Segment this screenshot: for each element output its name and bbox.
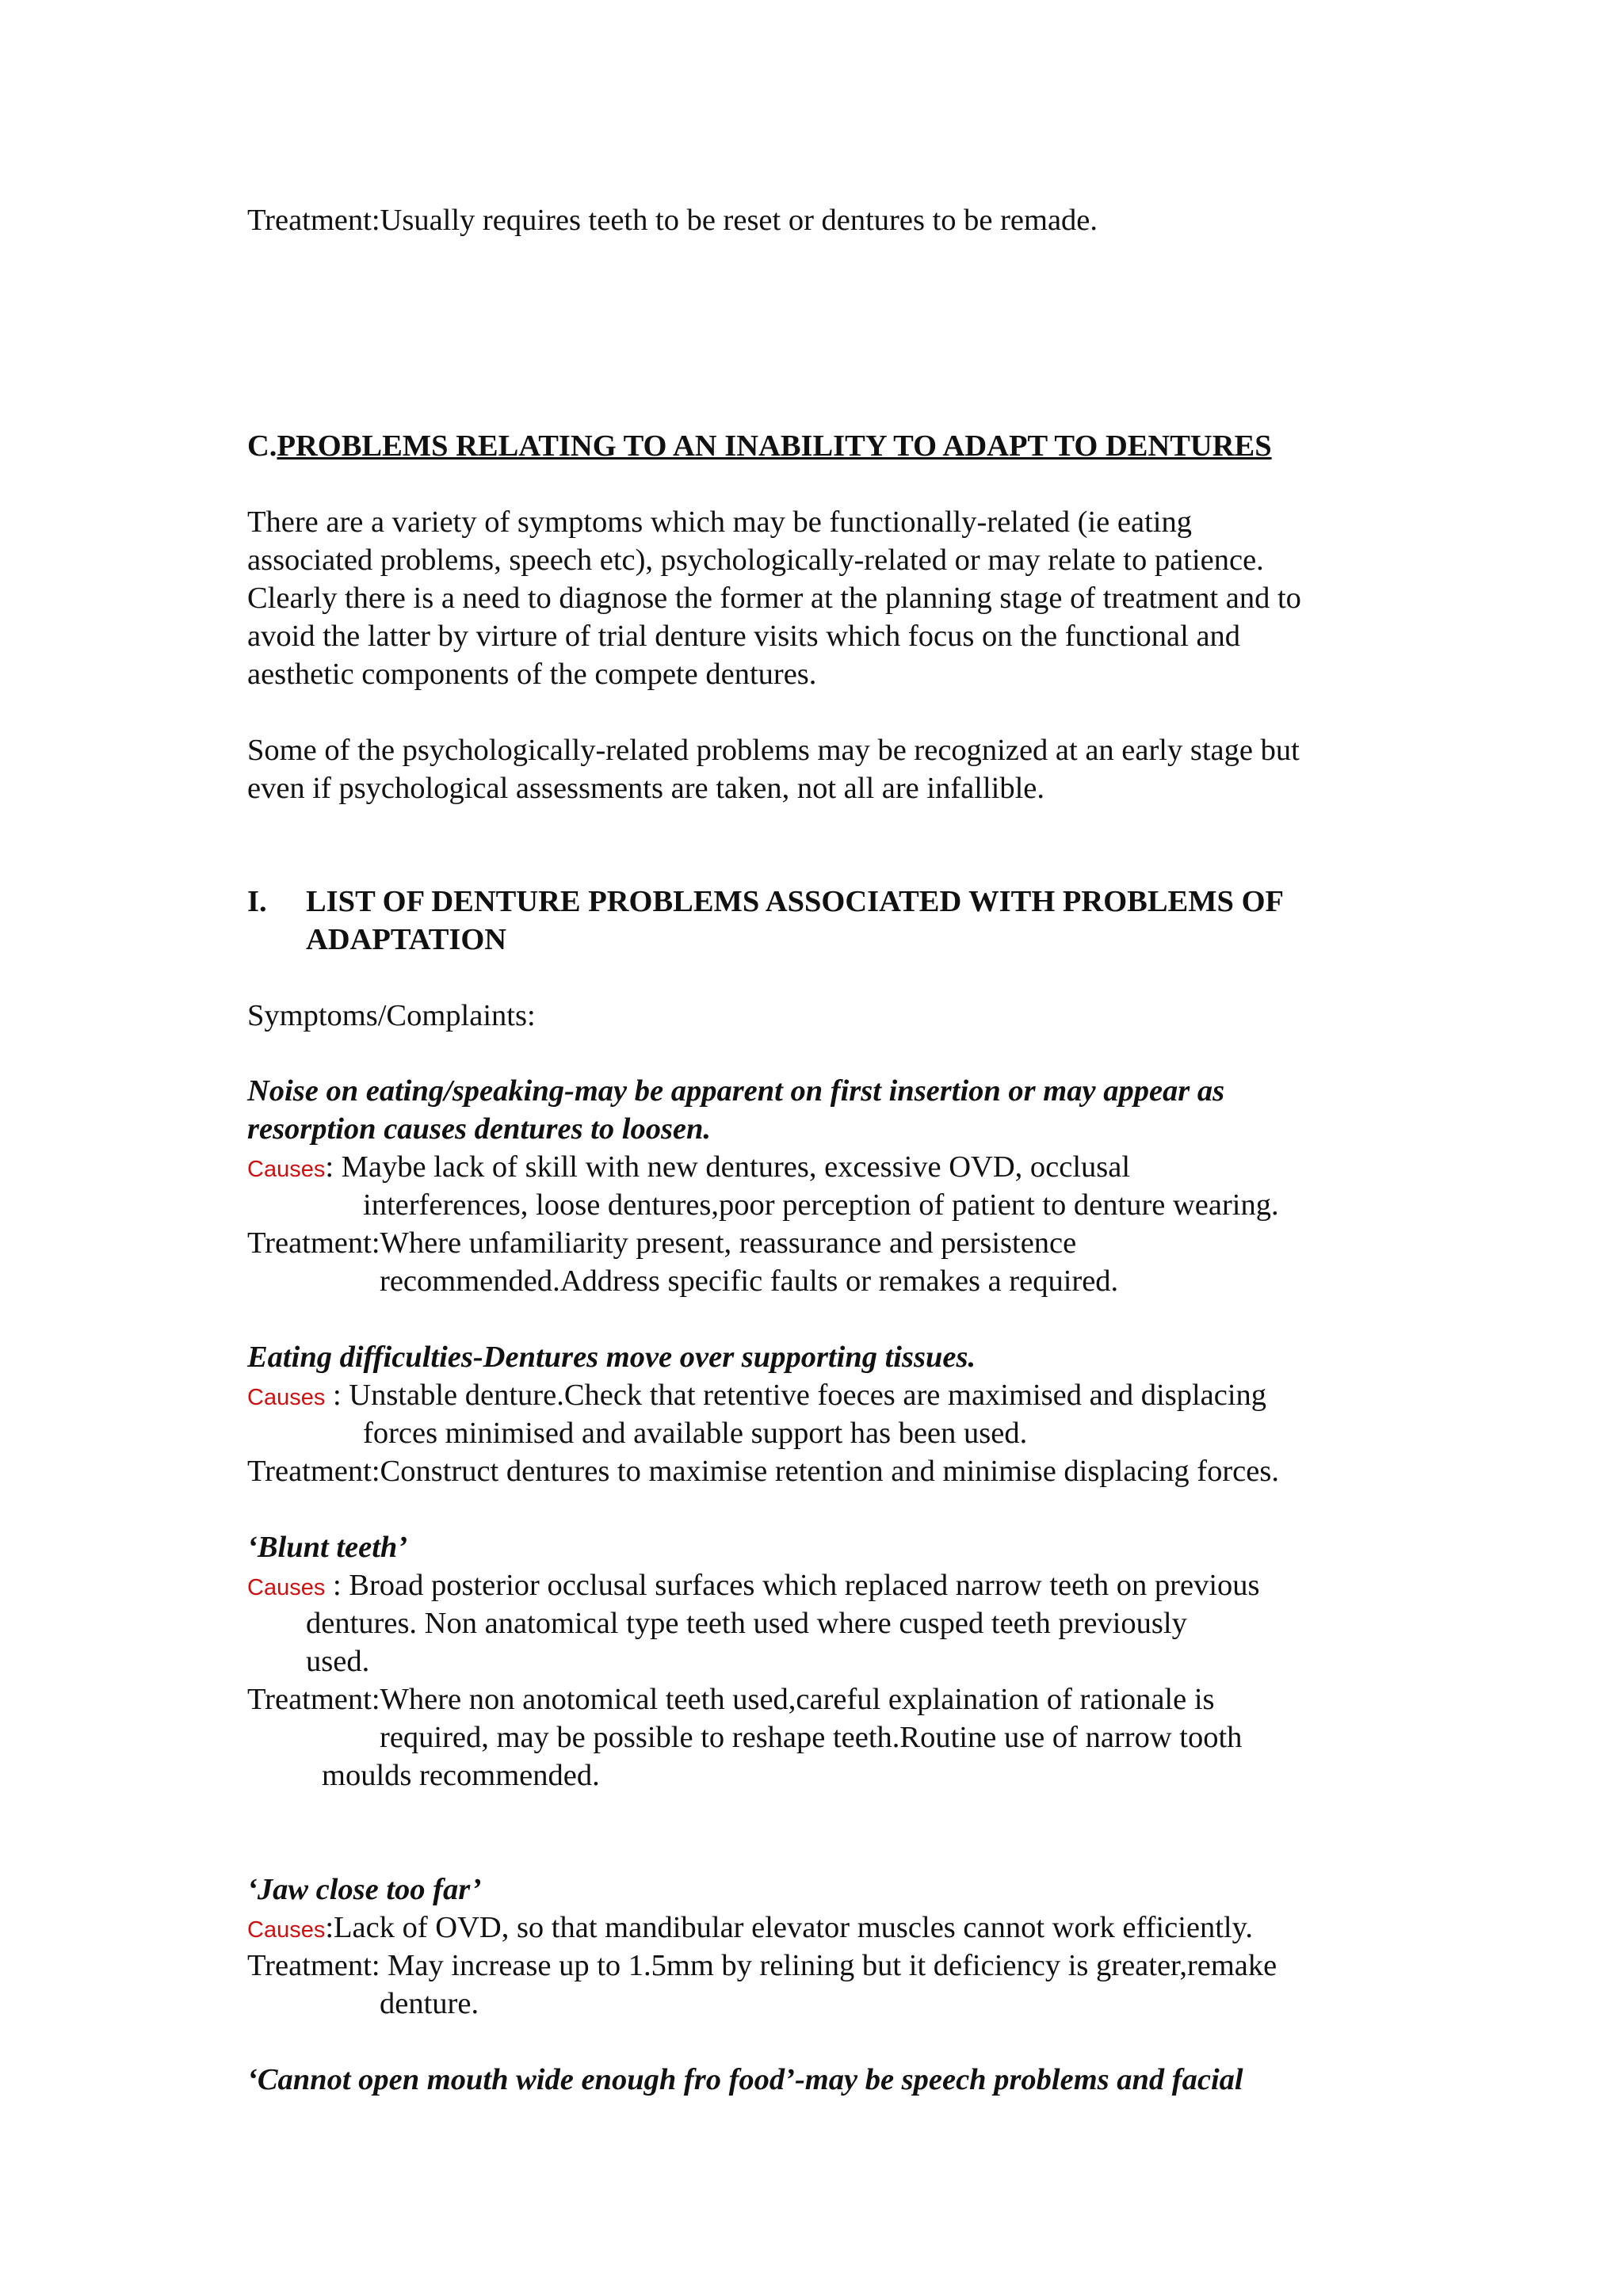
paragraph-line: Some of the psychologically-related problems may be recognized at an early stage but [247, 734, 1300, 767]
problem-title: ‘Blunt teeth’ [247, 1531, 408, 1564]
symptoms-label: Symptoms/Complaints: [247, 999, 536, 1032]
problem-title: ‘Jaw close too far’ [247, 1873, 482, 1906]
causes-label: Causes [247, 1385, 326, 1410]
section-c-title: PROBLEMS RELATING TO AN INABILITY TO ADAPT TO DENTURES [277, 429, 1272, 463]
treatment-line: moulds recommended. [322, 1759, 600, 1792]
list-heading-line2: ADAPTATION [306, 923, 507, 956]
causes-text: interferences, loose dentures,poor perception of patient to denture wearing. [363, 1188, 1279, 1222]
causes-line [247, 1566, 1260, 1607]
list-heading-line1: LIST OF DENTURE PROBLEMS ASSOCIATED WITH PROBLEMS OF [306, 885, 1285, 918]
causes-text: : Broad posterior occlusal surfaces which replaced narrow teeth on previous [325, 1569, 1260, 1602]
causes-text: : Unstable denture.Check that retentive foeces are maximised and displacing [325, 1379, 1267, 1412]
causes-text: : Maybe lack of skill with new dentures, excessive OVD, occlusal [325, 1150, 1131, 1184]
causes-line [247, 1148, 1130, 1188]
section-c-prefix: C. [247, 429, 277, 463]
problem-title: Eating difficulties-Dentures move over supporting tissues. [247, 1341, 976, 1374]
causes-label: Causes [247, 1575, 326, 1600]
intro-line: Clearly there is a need to diagnose the former at the planning stage of treatment and to [247, 582, 1301, 615]
intro-line: avoid the latter by virture of trial denture visits which focus on the functional and [247, 620, 1241, 653]
causes-text: :Lack of OVD, so that mandibular elevator muscles cannot work efficiently. [325, 1911, 1254, 1944]
causes-text: forces minimised and available support has been used. [363, 1417, 1028, 1450]
treatment-line: Treatment:Construct dentures to maximise retention and minimise displacing forces. [247, 1455, 1279, 1488]
treatment-line: denture. [380, 1987, 479, 2020]
list-numeral: I. [247, 885, 267, 918]
problem-title: Noise on eating/speaking-may be apparent on first insertion or may appear as [247, 1074, 1225, 1108]
causes-text: used. [306, 1645, 370, 1678]
treatment-line: Treatment:Where unfamiliarity present, reassurance and persistence [247, 1226, 1077, 1260]
paragraph-line: even if psychological assessments are taken, not all are infallible. [247, 772, 1045, 805]
intro-line: associated problems, speech etc), psychologically-related or may relate to patience. [247, 543, 1264, 577]
treatment-line: Treatment:Where non anotomical teeth used,careful explaination of rationale is [247, 1683, 1215, 1716]
intro-line: There are a variety of symptoms which may be functionally-related (ie eating [247, 505, 1192, 539]
problem-title: ‘Cannot open mouth wide enough fro food’-may be speech problems and facial [247, 2063, 1243, 2096]
section-c-heading [247, 427, 1272, 465]
causes-label: Causes [247, 1917, 326, 1943]
treatment-line: recommended.Address specific faults or remakes a required. [380, 1264, 1119, 1298]
causes-label: Causes [247, 1157, 326, 1182]
problem-title: resorption causes dentures to loosen. [247, 1112, 712, 1146]
intro-line: aesthetic components of the compete dentures. [247, 658, 817, 691]
causes-line [247, 1909, 1253, 1949]
list-heading [247, 883, 1284, 921]
treatment-line: required, may be possible to reshape teeth.Routine use of narrow tooth [380, 1721, 1243, 1754]
causes-line [247, 1376, 1266, 1417]
causes-text: dentures. Non anatomical type teeth used where cusped teeth previously [306, 1607, 1187, 1640]
treatment-top: Treatment:Usually requires teeth to be reset or dentures to be remade. [247, 204, 1098, 237]
treatment-line: Treatment: May increase up to 1.5mm by relining but it deficiency is greater,remake [247, 1949, 1277, 1982]
